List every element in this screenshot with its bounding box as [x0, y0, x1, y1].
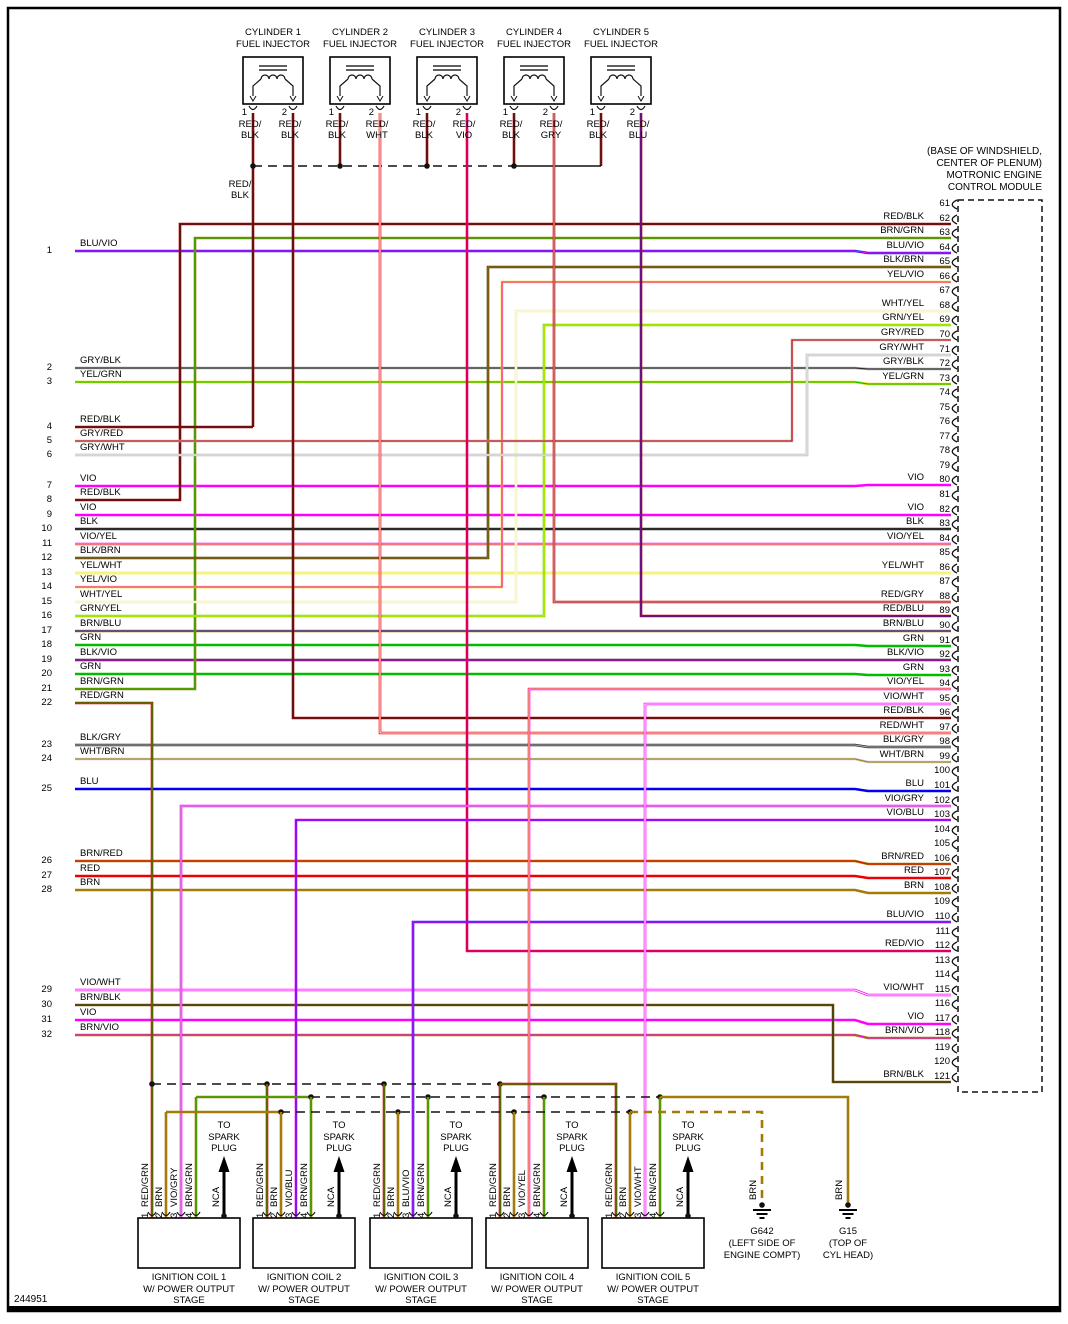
injector-pin-color: RED/	[539, 119, 563, 130]
injector-bus-label-line: RED/	[228, 179, 252, 190]
module-pin-number: 114	[934, 969, 950, 980]
coil-pin-number: 4	[416, 1212, 427, 1218]
module-pin-number: 104	[934, 824, 950, 835]
coil-pin-number: 4	[648, 1212, 659, 1218]
injector-title-line: FUEL INJECTOR	[323, 39, 397, 50]
module-pin-number: 99	[939, 751, 950, 762]
module-pin-number: 103	[934, 809, 950, 820]
ground-desc-line: (LEFT SIDE OF	[728, 1238, 796, 1249]
coil-title-line: IGNITION COIL 4	[499, 1272, 575, 1283]
module-pin-number: 64	[939, 242, 950, 253]
injector-title-line: CYLINDER 1	[245, 27, 301, 38]
spark-plug-label-line: SPARK	[672, 1131, 704, 1143]
module-pin-label: GRY/BLK	[882, 356, 924, 367]
module-pin-number: 111	[935, 926, 950, 937]
module-pin-number: 71	[939, 344, 950, 355]
left-pin-number: 19	[41, 654, 52, 665]
module-pin-number: 63	[939, 227, 950, 238]
module-pin-number: 107	[934, 867, 950, 878]
ground-wire-label: BRN	[748, 1179, 759, 1200]
module-pin-number: 109	[934, 896, 950, 907]
coil-pin-color: RED/GRN	[372, 1163, 383, 1207]
module-pin-label: BLK/VIO	[887, 647, 924, 658]
injector-pin-color: RED/	[325, 119, 349, 130]
spark-plug-label-line: PLUG	[675, 1143, 701, 1154]
left-pin-label: RED	[80, 863, 101, 874]
module-pin-number: 95	[939, 693, 950, 704]
injector-pin-color: BLK	[241, 130, 259, 141]
module-pin-label: BRN/RED	[881, 851, 924, 862]
coil-title-line: STAGE	[637, 1295, 669, 1306]
coil-title-line: STAGE	[288, 1295, 320, 1306]
coil-pin-number: 4	[532, 1212, 543, 1218]
injector-pin-color: BLK	[502, 130, 520, 141]
left-pin-label: BLU/VIO	[80, 238, 118, 249]
spark-plug-label-line: SPARK	[556, 1131, 588, 1143]
module-pin-number: 118	[934, 1027, 950, 1038]
module-pin-number: 121	[934, 1071, 950, 1082]
module-pin-label: VIO/YEL	[887, 531, 924, 542]
left-pin-number: 25	[41, 783, 52, 794]
coil-title-line: IGNITION COIL 2	[266, 1272, 342, 1283]
ground-desc-line: CYL HEAD)	[822, 1249, 874, 1261]
coil-pin-color: BRN/GRN	[532, 1163, 543, 1207]
injector-pin-color: WHT	[366, 130, 388, 141]
left-pin-number: 6	[46, 449, 52, 460]
module-pin-number: 77	[939, 431, 950, 442]
coil-pin-color: BRN	[386, 1186, 397, 1207]
left-pin-label: BRN/RED	[80, 848, 123, 859]
coil-pin-color: BRN	[618, 1186, 629, 1207]
coil-pin-color: VIO/GRY	[169, 1167, 180, 1207]
spark-plug-label-line: TO	[332, 1120, 346, 1131]
left-pin-label: BLU	[80, 776, 99, 787]
module-pin-number: 66	[939, 271, 950, 282]
coil-title-line: STAGE	[173, 1295, 205, 1306]
module-pin-number: 87	[939, 576, 950, 587]
spark-plug-label-line: SPARK	[440, 1131, 472, 1143]
module-pin-label: WHT/BRN	[879, 749, 924, 760]
coil-nca-label: NCA	[326, 1186, 337, 1207]
left-pin-number: 9	[46, 509, 52, 520]
module-pin-number: 110	[934, 911, 950, 922]
module-pin-number: 80	[939, 474, 950, 485]
left-pin-number: 14	[41, 581, 52, 592]
coil-pin-number: 2	[269, 1212, 280, 1218]
left-pin-label: GRY/RED	[80, 428, 124, 439]
injector-title-line: CYLINDER 2	[332, 27, 388, 38]
left-pin-number: 3	[46, 376, 52, 387]
coil-pin-number: 3	[401, 1212, 412, 1218]
module-pin-label: RED/BLU	[882, 603, 924, 614]
injector-pin-number: 2	[368, 107, 374, 118]
module-pin-label: GRN	[902, 633, 924, 644]
coil-title-line: W/ POWER OUTPUT	[607, 1283, 699, 1295]
left-pin-number: 29	[41, 984, 52, 995]
module-pin-number: 92	[939, 649, 950, 660]
module-pin-number: 97	[939, 722, 950, 733]
module-pin-label: VIO/WHT	[883, 982, 924, 993]
module-pin-number: 105	[934, 838, 950, 849]
injector-pin-number: 2	[455, 107, 461, 118]
left-pin-number: 27	[41, 870, 52, 881]
injector-pin-color: BLK	[328, 130, 346, 141]
injector-pin-number: 1	[415, 107, 421, 118]
module-pin-number: 96	[939, 707, 950, 718]
module-pin-number: 74	[939, 387, 950, 398]
module-pin-label: RED/WHT	[879, 720, 924, 731]
module-pin-number: 65	[939, 256, 950, 267]
coil-pin-number: 2	[618, 1212, 629, 1218]
module-pin-number: 85	[939, 547, 950, 558]
module-pin-label: GRY/WHT	[879, 342, 924, 353]
left-pin-label: BRN/BLK	[80, 992, 121, 1003]
module-pin-label: RED/VIO	[884, 938, 924, 949]
injector-title-line: CYLINDER 3	[419, 27, 475, 38]
injector-pin-color: RED/	[452, 119, 476, 130]
left-pin-label: BRN/GRN	[80, 676, 124, 687]
coil-pin-color: VIO/WHT	[633, 1166, 644, 1207]
module-pin-number: 91	[939, 635, 950, 646]
injector-pin-color: BLK	[589, 130, 607, 141]
left-pin-number: 4	[46, 421, 52, 432]
module-pin-label: VIO	[907, 502, 924, 513]
injector-pin-color: RED/	[238, 119, 262, 130]
left-pin-number: 1	[46, 245, 52, 256]
coil-nca-label: NCA	[443, 1186, 454, 1207]
coil-pin-number: 1	[488, 1212, 499, 1218]
coil-pin-number: 1	[604, 1212, 615, 1218]
module-pin-number: 101	[934, 780, 950, 791]
left-pin-label: RED/BLK	[80, 414, 121, 425]
left-pin-number: 23	[41, 739, 52, 750]
coil-pin-color: RED/GRN	[255, 1163, 266, 1207]
module-pin-label: YEL/GRN	[882, 371, 924, 382]
module-pin-label: VIO	[907, 1011, 924, 1022]
left-pin-label: YEL/WHT	[80, 560, 123, 571]
left-pin-label: BRN	[80, 877, 101, 888]
module-pin-label: BRN/BLU	[882, 618, 924, 629]
spark-plug-label-line: TO	[565, 1120, 579, 1131]
injector-title-line: FUEL INJECTOR	[236, 39, 310, 50]
module-pin-number: 70	[939, 329, 950, 340]
module-pin-label: GRN/YEL	[882, 312, 924, 323]
ground-wire-label: BRN	[834, 1179, 845, 1200]
spark-plug-label-line: TO	[449, 1120, 463, 1131]
ground-id: G642	[750, 1226, 774, 1237]
coil-pin-number: 2	[502, 1212, 513, 1218]
left-pin-number: 32	[41, 1029, 52, 1040]
left-pin-number: 21	[41, 683, 52, 694]
left-pin-label: WHT/YEL	[80, 589, 123, 600]
spark-plug-label-line: PLUG	[443, 1143, 469, 1154]
module-pin-number: 90	[939, 620, 950, 631]
module-pin-label: BRN	[903, 880, 924, 891]
module-pin-number: 69	[939, 314, 950, 325]
injector-pin-color: RED/	[499, 119, 523, 130]
module-pin-number: 75	[939, 402, 950, 413]
coil-pin-color: BRN/GRN	[416, 1163, 427, 1207]
spark-plug-label-line: PLUG	[326, 1143, 352, 1154]
injector-pin-number: 1	[241, 107, 247, 118]
spark-plug-label-line: SPARK	[208, 1131, 240, 1143]
module-pin-label: VIO/YEL	[887, 676, 924, 687]
left-pin-label: VIO/WHT	[80, 977, 121, 988]
injector-title-line: FUEL INJECTOR	[497, 39, 571, 50]
left-pin-label: YEL/GRN	[80, 369, 122, 380]
module-pin-label: BLU/VIO	[886, 909, 924, 920]
injector-title-line: CYLINDER 4	[506, 27, 562, 38]
module-pin-label: VIO/GRY	[884, 793, 924, 804]
injector-pin-number: 2	[629, 107, 635, 118]
coil-nca-label: NCA	[675, 1186, 686, 1207]
module-pin-label: YEL/WHT	[881, 560, 924, 571]
left-pin-number: 30	[41, 999, 52, 1010]
injector-bus-label-line: BLK	[231, 190, 249, 201]
module-pin-label: GRN	[902, 662, 924, 673]
injector-pin-color: BLK	[281, 130, 299, 141]
coil-pin-color: RED/GRN	[488, 1163, 499, 1207]
injector-title-line: FUEL INJECTOR	[410, 39, 484, 50]
module-header-line: (BASE OF WINDSHIELD,	[926, 146, 1042, 157]
injector-pin-number: 2	[281, 107, 287, 118]
module-pin-label: BLU/VIO	[886, 240, 924, 251]
module-pin-number: 115	[934, 984, 950, 995]
spark-plug-label-line: PLUG	[211, 1143, 237, 1154]
coil-title-line: W/ POWER OUTPUT	[258, 1283, 350, 1295]
module-pin-label: GRY/RED	[880, 327, 924, 338]
module-header-line: CONTROL MODULE	[947, 182, 1042, 193]
left-pin-number: 8	[46, 494, 52, 505]
left-pin-number: 7	[46, 480, 52, 491]
module-pin-number: 94	[939, 678, 950, 689]
left-pin-label: YEL/VIO	[80, 574, 117, 585]
part-number: 244951	[14, 1294, 48, 1305]
left-pin-number: 12	[41, 552, 52, 563]
left-pin-number: 17	[41, 625, 52, 636]
module-pin-number: 79	[939, 460, 950, 471]
module-pin-label: VIO/BLU	[886, 807, 924, 818]
module-header-line: CENTER OF PLENUM)	[936, 158, 1042, 169]
module-pin-number: 67	[939, 285, 950, 296]
left-pin-label: GRY/BLK	[80, 355, 122, 366]
module-pin-number: 102	[934, 795, 950, 806]
left-pin-label: BLK/BRN	[80, 545, 121, 556]
left-pin-number: 11	[42, 538, 52, 549]
spark-plug-label-line: PLUG	[559, 1143, 585, 1154]
injector-pin-color: GRY	[540, 130, 562, 141]
coil-pin-color: BRN	[269, 1186, 280, 1207]
module-pin-label: BLK/GRY	[882, 734, 924, 745]
left-pin-label: WHT/BRN	[80, 746, 125, 757]
module-pin-number: 76	[939, 416, 950, 427]
left-pin-number: 15	[41, 596, 52, 607]
module-pin-label: BLK/BRN	[883, 254, 924, 265]
module-pin-number: 112	[934, 940, 950, 951]
module-pin-label: BLK	[906, 516, 924, 527]
left-pin-label: BLK/VIO	[80, 647, 117, 658]
module-pin-number: 100	[934, 765, 950, 776]
spark-plug-label-line: SPARK	[323, 1131, 355, 1143]
coil-title-line: W/ POWER OUTPUT	[491, 1283, 583, 1295]
module-pin-number: 117	[934, 1013, 950, 1024]
left-pin-number: 31	[41, 1014, 52, 1025]
module-pin-label: RED	[903, 865, 924, 876]
injector-pin-color: BLU	[628, 130, 648, 141]
left-pin-number: 10	[41, 523, 52, 534]
injector-pin-color: RED/	[586, 119, 610, 130]
module-pin-label: WHT/YEL	[881, 298, 924, 309]
module-pin-number: 119	[934, 1042, 950, 1053]
module-pin-number: 84	[939, 533, 950, 544]
module-pin-number: 89	[939, 605, 950, 616]
left-pin-number: 16	[41, 610, 52, 621]
left-pin-label: VIO	[80, 1007, 97, 1018]
coil-title-line: IGNITION COIL 3	[383, 1272, 459, 1283]
left-pin-label: GRN	[80, 632, 102, 643]
injector-pin-color: RED/	[278, 119, 302, 130]
left-pin-label: BLK/GRY	[80, 732, 122, 743]
injector-pin-color: RED/	[365, 119, 389, 130]
module-pin-number: 83	[939, 518, 950, 529]
coil-title-line: W/ POWER OUTPUT	[143, 1283, 235, 1295]
module-pin-number: 81	[939, 489, 950, 500]
coil-title-line: STAGE	[405, 1295, 437, 1306]
left-pin-number: 2	[46, 362, 52, 373]
coil-pin-color: BRN/GRN	[299, 1163, 310, 1207]
left-pin-label: RED/BLK	[80, 487, 121, 498]
module-pin-label: YEL/VIO	[887, 269, 924, 280]
coil-pin-number: 3	[169, 1212, 180, 1218]
left-pin-label: VIO	[80, 473, 97, 484]
module-pin-label: RED/BLK	[883, 211, 924, 222]
module-pin-label: BRN/BLK	[883, 1069, 924, 1080]
coil-pin-number: 2	[154, 1212, 165, 1218]
module-pin-number: 78	[939, 445, 950, 456]
injector-title-line: CYLINDER 5	[593, 27, 649, 38]
module-pin-label: BRN/GRN	[880, 225, 924, 236]
ground-id: G15	[839, 1226, 857, 1237]
coil-pin-color: RED/GRN	[604, 1163, 615, 1207]
module-pin-number: 113	[934, 955, 950, 966]
coil-title-line: STAGE	[521, 1295, 553, 1306]
module-pin-number: 120	[934, 1056, 950, 1067]
module-pin-number: 82	[939, 504, 950, 515]
coil-pin-number: 1	[140, 1212, 151, 1218]
coil-title-line: IGNITION COIL 5	[615, 1272, 691, 1283]
left-pin-number: 13	[41, 567, 52, 578]
left-pin-number: 26	[41, 855, 52, 866]
injector-pin-number: 1	[328, 107, 334, 118]
left-pin-label: RED/GRN	[80, 690, 124, 701]
module-pin-number: 62	[939, 213, 950, 224]
left-pin-number: 18	[41, 639, 52, 650]
coil-pin-color: VIO/BLU	[284, 1169, 295, 1207]
coil-pin-number: 4	[299, 1212, 310, 1218]
left-pin-number: 20	[41, 668, 52, 679]
left-pin-label: GRN/YEL	[80, 603, 122, 614]
coil-pin-color: BRN	[502, 1186, 513, 1207]
spark-plug-label-line: TO	[217, 1120, 231, 1131]
coil-title-line: W/ POWER OUTPUT	[375, 1283, 467, 1295]
module-pin-number: 106	[934, 853, 950, 864]
left-pin-label: VIO/YEL	[80, 531, 117, 542]
injector-pin-color: BLK	[415, 130, 433, 141]
ground-desc-line: (TOP OF	[828, 1238, 868, 1249]
coil-pin-color: BRN/GRN	[184, 1163, 195, 1207]
module-pin-number: 108	[934, 882, 950, 893]
coil-pin-color: BRN/GRN	[648, 1163, 659, 1207]
module-header-line: MOTRONIC ENGINE	[946, 170, 1042, 181]
coil-pin-number: 3	[633, 1212, 644, 1218]
left-pin-label: GRN	[80, 661, 102, 672]
module-pin-label: VIO/WHT	[883, 691, 924, 702]
coil-nca-label: NCA	[559, 1186, 570, 1207]
coil-pin-color: BRN	[154, 1186, 165, 1207]
module-pin-number: 68	[939, 300, 950, 311]
injector-pin-number: 2	[542, 107, 548, 118]
coil-pin-number: 1	[255, 1212, 266, 1218]
left-pin-number: 5	[46, 435, 52, 446]
injector-pin-color: VIO	[455, 130, 473, 141]
module-pin-number: 86	[939, 562, 950, 573]
coil-title-line: IGNITION COIL 1	[151, 1272, 227, 1283]
injector-pin-number: 1	[589, 107, 595, 118]
left-pin-number: 28	[41, 884, 52, 895]
module-pin-number: 61	[939, 198, 950, 209]
coil-pin-number: 1	[372, 1212, 383, 1218]
injector-pin-color: RED/	[412, 119, 436, 130]
module-pin-label: BLU	[905, 778, 924, 789]
injector-title-line: FUEL INJECTOR	[584, 39, 658, 50]
module-pin-number: 72	[939, 358, 950, 369]
left-pin-label: BLK	[80, 516, 98, 527]
left-pin-number: 22	[41, 697, 52, 708]
module-pin-label: RED/GRY	[880, 589, 924, 600]
coil-pin-color: RED/GRN	[140, 1163, 151, 1207]
coil-pin-color: VIO/YEL	[517, 1170, 528, 1207]
coil-nca-label: NCA	[211, 1186, 222, 1207]
coil-pin-number: 3	[284, 1212, 295, 1218]
ground-desc-line: ENGINE COMPT)	[723, 1249, 801, 1261]
coil-pin-number: 2	[386, 1212, 397, 1218]
module-pin-number: 116	[934, 998, 950, 1009]
coil-pin-color: BLU/VIO	[401, 1169, 412, 1207]
coil-pin-number: 4	[184, 1212, 195, 1218]
left-pin-label: VIO	[80, 502, 97, 513]
left-pin-label: BRN/VIO	[80, 1022, 120, 1033]
injector-pin-color: RED/	[626, 119, 650, 130]
module-pin-number: 93	[939, 664, 950, 675]
left-pin-label: GRY/WHT	[80, 442, 125, 453]
module-pin-label: VIO	[907, 472, 924, 483]
module-pin-number: 88	[939, 591, 950, 602]
module-pin-label: RED/BLK	[883, 705, 924, 716]
left-pin-label: BRN/BLU	[80, 618, 122, 629]
coil-pin-number: 3	[517, 1212, 528, 1218]
module-pin-label: BRN/VIO	[884, 1025, 924, 1036]
module-pin-number: 73	[939, 373, 950, 384]
left-pin-number: 24	[41, 753, 52, 764]
injector-pin-number: 1	[502, 107, 508, 118]
module-pin-number: 98	[939, 736, 950, 747]
spark-plug-label-line: TO	[681, 1120, 695, 1131]
